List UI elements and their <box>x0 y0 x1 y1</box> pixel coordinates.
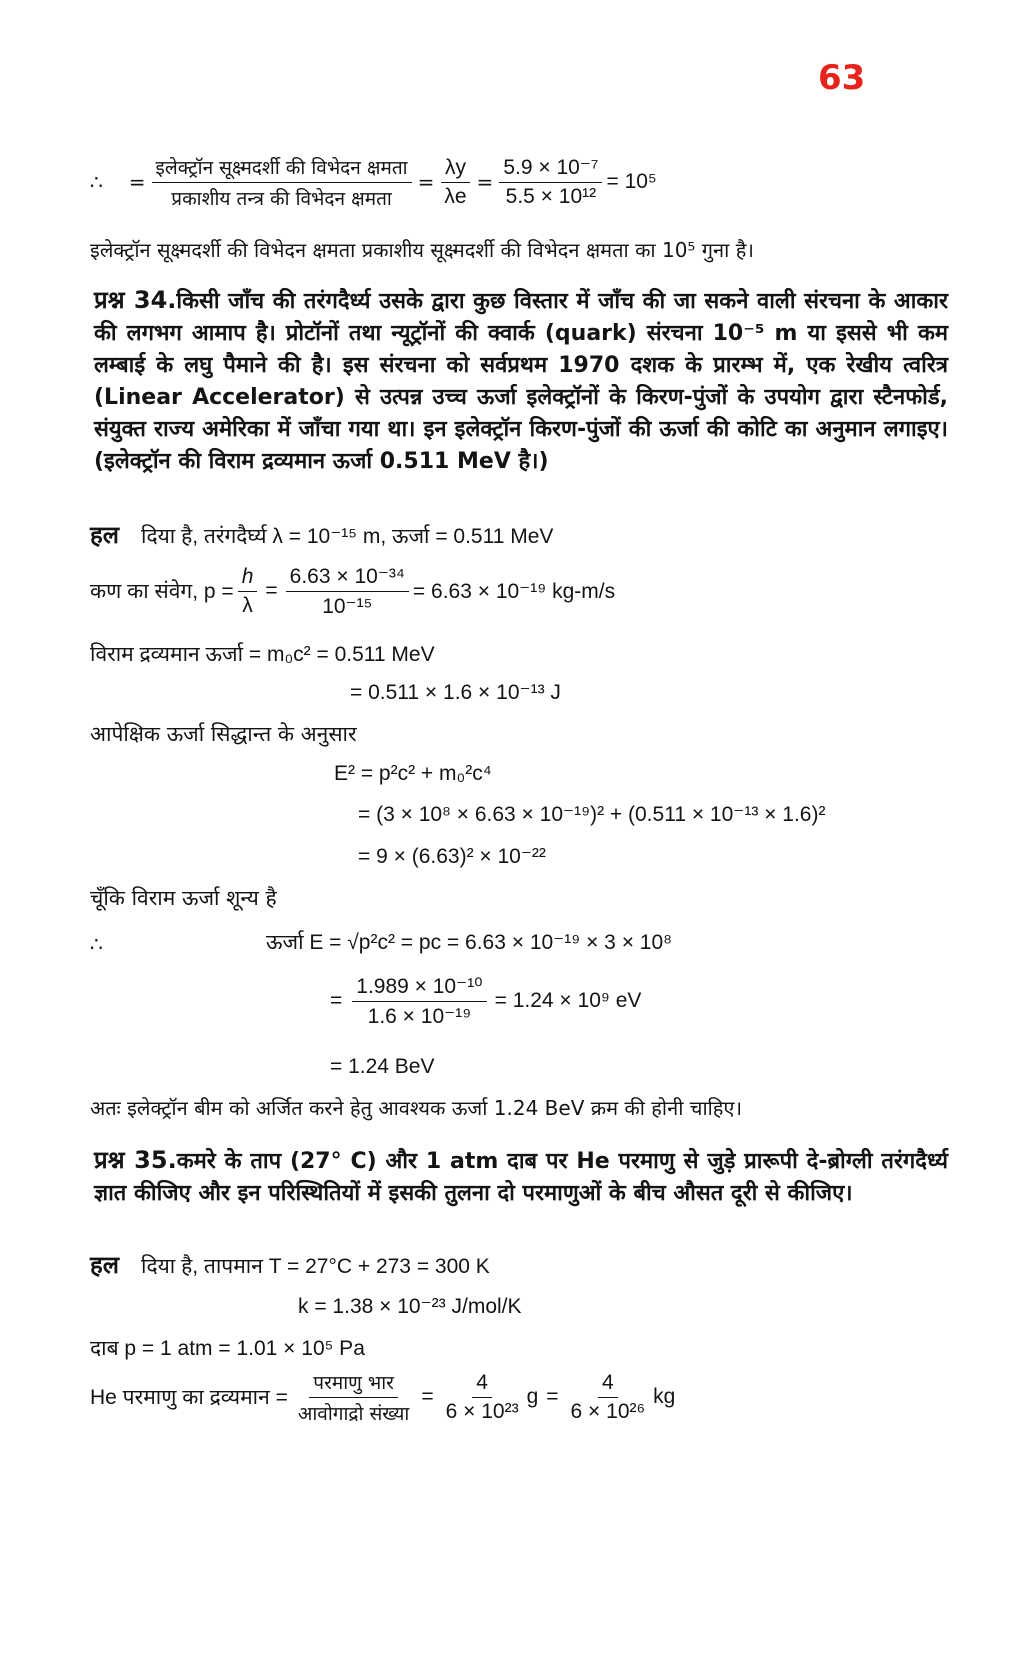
energy-squared-step: = (3 × 10⁸ × 6.63 × 10⁻¹⁹)² + (0.511 × 10⁻¹³ × 1.6)² <box>358 803 826 826</box>
wavelength-symbol: λ <box>242 593 253 617</box>
momentum-label: कण का संवेग, p = <box>90 580 234 603</box>
grams-unit: g <box>526 1385 539 1408</box>
rest-energy-zero-note: चूँकि विराम ऊर्जा शून्य है <box>90 886 277 910</box>
question-35 <box>94 1144 948 1210</box>
energy-denominator: 1.6 × 10⁻¹⁹ <box>367 1004 472 1028</box>
mass-label: He परमाणु का द्रव्यमान = <box>90 1386 288 1409</box>
h-over-lambda <box>238 565 258 618</box>
value-numerator: 5.9 × 10⁻⁷ <box>499 155 602 183</box>
given-temperature: दिया है, तापमान T = 27°C + 273 = 300 K <box>141 1255 490 1278</box>
question-text: किसी जाँच की तरंगदैर्ध्य उसके द्वारा कुछ विस्तार में जाँच की जा सकने वाली संरचना के आकार की लगभग आमाप है। प्रोटॉनों तथा न्यूट्रॉनों की क्वार्क (quark) संरचना 10⁻⁵ m या इससे भी कम लम्बाई के लघु पैमाने की है। इस संरचना को सर्वप्रथम 1970 दशक के प्रारम्भ में, एक रेखीय त्वरित्र (Linear Accelerator) से उत्पन्न उच्च ऊर्जा इलेक्ट्रॉनों के किरण-पुंजों के उपयोग द्वारा स्टैनफोर्ड, संयुक्त राज्य अमेरिका में जाँचा गया था। इन इलेक्ट्रॉन किरण-पुंजों की ऊर्जा की कोटि का अनुमान लगाइए। (इलेक्ट्रॉन की विराम द्रव्यमान ऊर्जा 0.511 MeV है।) <box>94 289 948 474</box>
equation-result: = 10⁵ <box>606 170 657 193</box>
fraction-denominator: प्रकाशीय तन्त्र की विभेदन क्षमता <box>171 187 392 210</box>
avogadro-number: आवोगाद्रो संख्या <box>297 1402 410 1425</box>
page-number: 63 <box>818 58 866 98</box>
resolution-ratio-equation <box>90 150 657 214</box>
momentum-numerator: 6.63 × 10⁻³⁴ <box>286 564 409 592</box>
solution-label: हल <box>90 521 120 549</box>
pressure-value: दाब p = 1 atm = 1.01 × 10⁵ Pa <box>90 1337 365 1360</box>
energy-numerator: 1.989 × 10⁻¹⁰ <box>352 974 486 1002</box>
lambda-denominator: λe <box>444 184 467 208</box>
equals-sign: = <box>546 1385 559 1408</box>
momentum-fraction <box>286 564 409 619</box>
question-text: कमरे के ताप (27° C) और 1 atm दाब पर He परमाणु से जुड़े प्रारूपी दे-ब्रोग्ली तरंगदैर्ध्य ज्ञात कीजिए और इन परिस्थितियों में इसकी तुलना दो परमाणुओं के बीच औसत दूरी से कीजिए। <box>94 1149 949 1206</box>
kg-unit: kg <box>653 1385 676 1408</box>
rest-energy-line: विराम द्रव्यमान ऊर्जा = m₀c² = 0.511 MeV <box>90 643 435 666</box>
rest-energy-joules: = 0.511 × 1.6 × 10⁻¹³ J <box>350 681 561 704</box>
energy-fraction-line <box>330 970 641 1032</box>
mass-grams-numerator: 4 <box>472 1371 492 1398</box>
energy-pc-eq: ऊर्जा E = √p²c² = pc = 6.63 × 10⁻¹⁹ × 3 × 10⁸ <box>266 931 673 954</box>
given-values: दिया है, तरंगदैर्घ्य λ = 10⁻¹⁵ m, ऊर्जा = 0.511 MeV <box>141 525 554 548</box>
fraction-numerator: इलेक्ट्रॉन सूक्ष्मदर्शी की विभेदन क्षमता <box>152 154 412 183</box>
energy-fraction <box>352 974 486 1029</box>
value-fraction <box>499 155 602 209</box>
equals-sign: = <box>330 989 343 1012</box>
solution-label: हल <box>90 1251 120 1279</box>
solution-given <box>90 1248 490 1281</box>
lambda-fraction <box>440 156 470 209</box>
question-label: प्रश्न 35. <box>94 1146 177 1174</box>
lambda-numerator: λy <box>441 156 470 183</box>
energy-bev: = 1.24 BeV <box>330 1055 435 1078</box>
mass-kg-numerator: 4 <box>598 1371 618 1398</box>
value-denominator: 5.5 × 10¹² <box>505 185 597 208</box>
equals-sign: = <box>265 579 278 602</box>
he-mass-equation <box>90 1366 675 1428</box>
therefore-symbol: ∴ <box>90 170 103 194</box>
relativity-heading: आपेक्षिक ऊर्जा सिद्धान्त के अनुसार <box>90 722 357 746</box>
momentum-equation <box>90 560 615 622</box>
energy-squared-result: = 9 × (6.63)² × 10⁻²² <box>358 845 546 868</box>
mass-fraction <box>294 1369 413 1426</box>
mass-grams-fraction <box>442 1371 523 1424</box>
question-34 <box>94 284 948 478</box>
planck-constant: h <box>238 565 258 592</box>
momentum-denominator: 10⁻¹⁵ <box>322 594 373 618</box>
mass-kg-denominator: 6 × 10²⁶ <box>570 1399 646 1423</box>
atomic-weight: परमाणु भार <box>309 1369 398 1398</box>
energy-result: = 1.24 × 10⁹ eV <box>494 989 642 1012</box>
therefore-symbol: ∴ <box>90 932 103 956</box>
energy-squared-eq: E² = p²c² + m₀²c⁴ <box>334 762 492 785</box>
momentum-result: = 6.63 × 10⁻¹⁹ kg-m/s <box>412 579 616 603</box>
equals-sign: = <box>421 1385 434 1408</box>
mass-grams-denominator: 6 × 10²³ <box>445 1399 519 1423</box>
boltzmann-constant: k = 1.38 × 10⁻²³ J/mol/K <box>298 1295 522 1318</box>
equals-sign: = <box>476 170 494 194</box>
conclusion-beam-energy: अतः इलेक्ट्रॉन बीम को अर्जित करने हेतु आवश्यक ऊर्जा 1.24 BeV क्रम की होनी चाहिए। <box>90 1096 743 1120</box>
question-label: प्रश्न 34. <box>94 286 177 314</box>
equals-sign: = <box>128 170 146 194</box>
solution-given <box>90 518 553 551</box>
mass-kg-fraction <box>567 1371 650 1424</box>
conclusion-resolution: इलेक्ट्रॉन सूक्ष्मदर्शी की विभेदन क्षमता प्रकाशीय सूक्ष्मदर्शी की विभेदन क्षमता का 10⁵ गुना है। <box>90 238 754 262</box>
equals-sign: = <box>417 170 435 194</box>
resolution-fraction <box>152 154 412 211</box>
